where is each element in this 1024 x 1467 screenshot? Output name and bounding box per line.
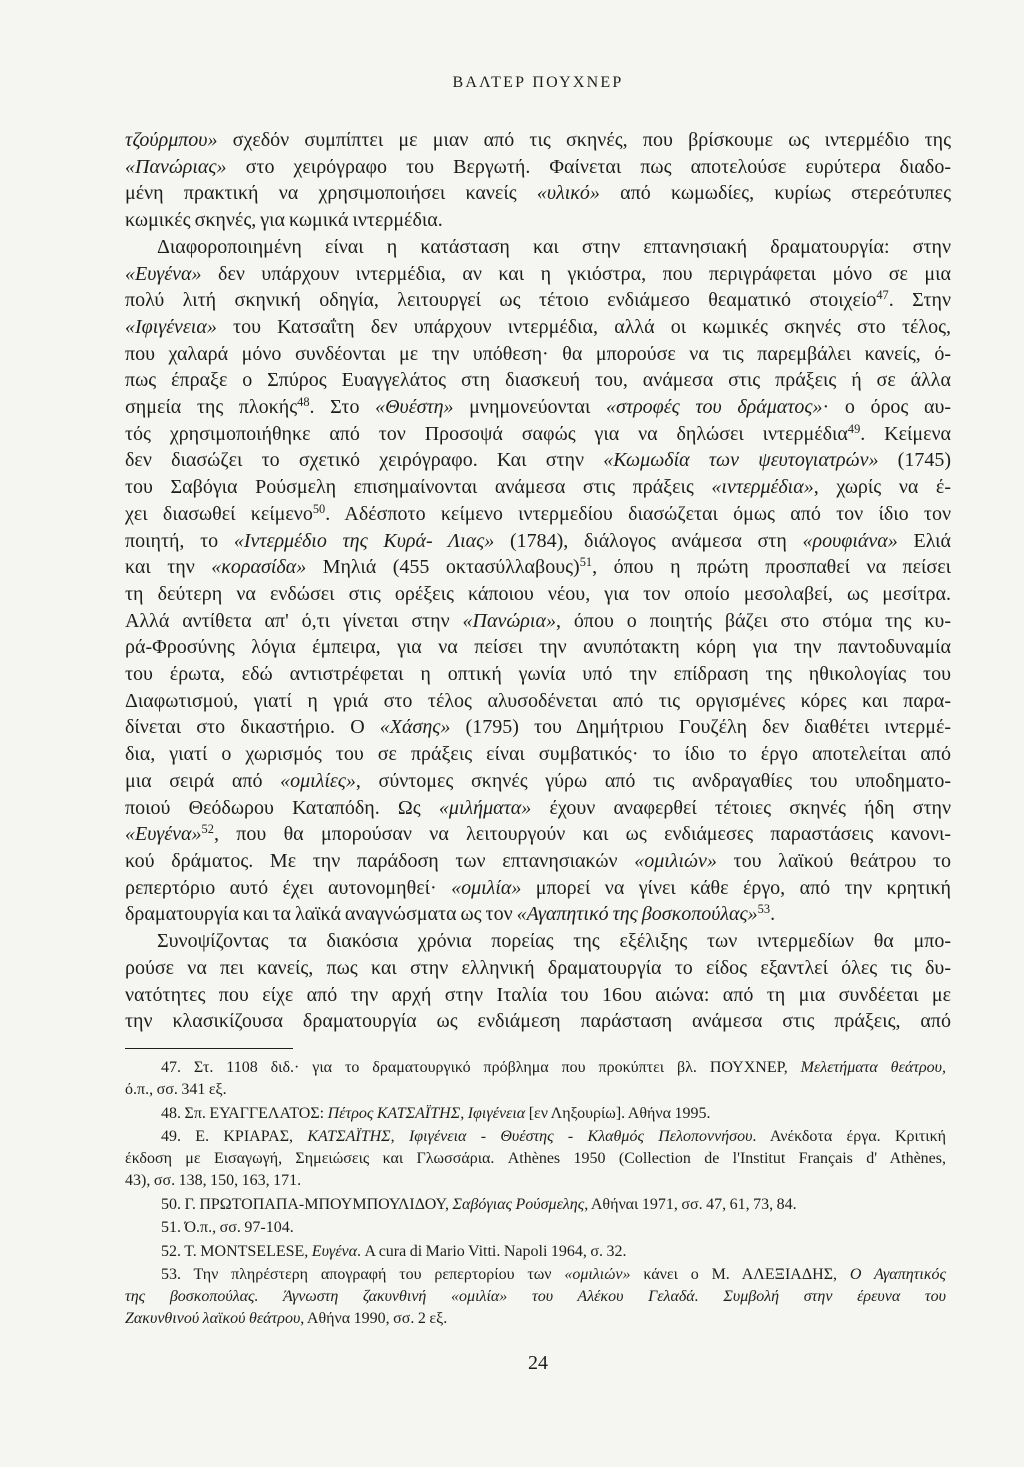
footnote-51 [125,1217,946,1239]
text-run: . Ανέκδοτα έργα. Κριτική [752,1128,946,1145]
footnote-49 [125,1126,946,1192]
text-line [125,581,951,608]
text-run: έχουν αναφερθεί τέτοιες σκηνές ήδη στην [531,796,952,819]
italic-text: «υλικό» [536,182,600,205]
text-line [125,1103,946,1125]
italic-text: Ζακυνθινού λαϊκού θεάτρου [125,1310,301,1327]
text-run: μπορεί να γίνει κάθε έργο, από την κρητική [521,876,952,899]
italic-text: «Ιντερμέδιο της Κυρά- Λιας» [233,529,495,552]
text-run: τη δεύτερη να ενδώσει στις ορέξεις κάποιου νέου, για τον οποίο μεσολαβεί, ως μεσίτρα. [125,582,951,605]
text-run: . Στο [309,396,376,419]
text-run: ρά-Φροσύνης λόγια έμπειρα, για να πείσει την ανυπότακτη κόρη για την παντοδυναμία [125,636,951,659]
italic-text: «Ιφιγένεια» [125,315,217,338]
italic-text: «στροφές του δράματος» [606,396,823,419]
text-line [125,261,951,288]
text-line [125,180,951,207]
text-run: του λαϊκού θεάτρου το [716,849,951,872]
text-line [125,1148,946,1170]
text-run: Διαφοροποιημένη είναι η κατάσταση και στην επτανησιακή δραματουργία: στην [157,235,951,258]
text-run: 52. Τ. MONTSELESE, [161,1242,312,1260]
text-run: Συνοψίζοντας τα διακόσια χρόνια πορείας της εξέλιξης των ιντερμεδίων θα μπο- [157,930,951,953]
text-line [125,207,951,234]
footnote-47 [125,1057,946,1101]
text-line [125,367,951,394]
text-run: . Αδέσποτο κείμενο ιντερμεδίου διασώζεται όμως από τον ίδιο τον [325,502,951,525]
italic-text: «ομιλία» [451,876,522,899]
text-line [125,474,951,501]
footnote-ref: 48 [297,395,310,410]
footnote-50 [125,1194,946,1216]
text-line [125,314,951,341]
text-line [125,688,951,715]
text-run: κού δράματος. Με την παράδοση των επτανησιακών [125,849,635,872]
text-run: . A cura di Mario Vitti. Napoli 1964, σ. 32. [357,1242,627,1260]
text-line [125,1194,946,1216]
text-line [125,768,951,795]
text-run: 47. Στ. 1108 διδ.· για το δραματουργικό πρόβλημα που προκύπτει βλ. ΠΟΥΧΝΕΡ, [161,1059,801,1076]
text-run: από κωμωδίες, κυρίως στερεότυπες [599,182,952,205]
text-run: , Αθήνα 1990, σσ. 2 εξ. [300,1310,448,1327]
footnote-48 [125,1103,946,1125]
text-run: 43), σσ. 138, 150, 163, 171. [125,1172,302,1189]
text-run: δραματουργία και τα λαϊκά αναγνώσματα ως τον [125,903,517,926]
footnote-ref: 52 [201,822,214,837]
italic-text: «ομιλιών» [634,849,717,872]
text-run: του Κατσαΐτη δεν υπάρχουν ιντερμέδια, αλλά οι κωμικές σκηνές στο τέλος, [216,315,951,338]
text-line [125,1170,946,1192]
italic-text: Ευγένα [311,1242,358,1260]
text-run: νατότητες που είχε από την αρχή στην Ιταλία του 16ου αιώνα: από τη μια συνδέεται με [125,983,951,1006]
footnote-ref: 51 [579,555,593,570]
main-text [125,127,951,1035]
italic-text: ΚΑΤΣΑΪΤΗΣ, Ιφιγένεια - Θυέστης - Κλαθμός Πελοποννήσου [307,1128,753,1145]
italic-text: «Πανώρια» [462,609,556,632]
text-run: 49. Ε. ΚΡΙΑΡΑΣ, [161,1128,308,1145]
text-run: , χωρίς να έ- [813,476,951,499]
text-line [125,1308,946,1330]
text-run: , σύντομες σκηνές γύρω από τις ανδραγαθίες του υποδηματο- [355,769,951,792]
text-run: 51. Ό.π., σσ. 97-104. [161,1219,294,1236]
text-run: χει διασωθεί κείμενο [125,502,313,525]
italic-text: «μιλήματα» [438,796,532,819]
footnote-52 [125,1241,946,1263]
italic-text: τζούρμπου» [125,129,218,151]
text-line [125,875,951,902]
text-run: και την [125,556,212,579]
text-run: κάνει ο Μ. ΑΛΕΞΙΑΔΗΣ, [630,1266,850,1283]
italic-text: «ιντερμέδια» [711,476,814,499]
text-line [125,928,951,955]
italic-text: «κορασίδα» [211,556,307,579]
footnote-53 [125,1264,946,1330]
text-run: 50. Γ. ΠΡΩΤΟΠΑΠΑ-ΜΠΟΥΜΠΟΥΛΙΔΟΥ, [161,1195,453,1213]
text-run: του Σαβόγια Ρούσμελη επισημαίνονται ανάμεσα στις πράξεις [125,476,712,499]
running-head: ΒΑΛΤΕΡ ΠΟΥΧΝΕΡ [452,74,624,91]
paragraph-continued [125,127,951,234]
text-run: δεν υπάρχουν ιντερμέδια, αν και η γκιόστρα, που περιγράφεται μόνο σε μια [201,262,951,285]
text-run: Διαφωτισμού, γιατί η γριά στο τέλος αλυσοδένεται από τις οργισμένες κόρες και παρα- [125,689,951,712]
text-line [125,287,951,314]
italic-text: «Πανώριας» [125,155,227,178]
text-run: μια σειρά από [125,769,281,792]
text-line [125,741,951,768]
text-run: δίνεται στο δικαστήριο. Ο [125,716,380,739]
italic-text: «Αγαπητικό της βοσκοπούλας» [516,903,758,926]
text-line [125,1126,946,1148]
italic-text: Μελετήματα θεάτρου, [800,1059,946,1076]
text-line [125,234,951,261]
text-line [125,608,951,635]
text-run: ρεπερτόριο αυτό έχει αυτονομηθεί· [125,876,452,899]
italic-text: «ομιλιών» [564,1266,631,1283]
text-run: τός χρησιμοποιήθηκε από τον Προσοψά σαφώς για να δηλώσει ιντερμέδια [125,422,848,445]
text-run: σημεία της πλοκής [125,396,298,419]
text-run: ό.π., σσ. 341 εξ. [125,1081,227,1098]
text-line [125,1264,946,1286]
text-line [125,955,951,982]
footnotes [125,1057,946,1330]
text-run: μνημονεύονται [453,396,607,419]
paragraph-summary [125,928,951,1035]
italic-text: Σαβόγιας Ρούσμελης [452,1195,585,1213]
text-line [125,1057,946,1079]
text-run: [εν Ληξουρίω]. Αθήνα 1995. [525,1104,711,1122]
text-line [125,554,951,581]
text-run: ποιητή, το [125,529,234,552]
italic-text: «Ευγένα» [125,823,202,846]
text-line [125,1008,951,1035]
text-line [125,634,951,661]
italic-text: «Θυέστη» [375,396,454,419]
text-line [125,661,951,688]
text-run: την κλασικίζουσα δραματουργία ως ενδιάμεση παράσταση ανάμεσα στις πράξεις, από [125,1010,951,1033]
paragraph-heptanesian-drama [125,234,951,928]
footnote-ref: 49 [847,421,861,436]
text-run: του έρωτα, εδώ αντιστρέφεται η οπτική γωνία υπό την επίδραση της ηθικολογίας του [125,663,951,686]
text-run: . Κείμενα [860,422,951,445]
footnote-ref: 50 [312,502,326,517]
text-run: κωμικές σκηνές, για κωμικά ιντερμέδια. [125,209,443,232]
text-run: 53. Την πληρέστερη απογραφή του ρεπερτορίου των [161,1266,565,1283]
italic-text: «Κωμωδία των ψευτογιατρών» [603,449,879,472]
text-line [125,848,951,875]
text-run: , Αθήναι 1971, σσ. 47, 61, 73, 84. [584,1195,797,1213]
text-run: πως έπραξε ο Σπύρος Ευαγγελάτος στη διασκευή του, ανάμεσα στις πράξεις ή σε άλλα [125,369,951,392]
footnote-separator [125,1048,293,1049]
text-line [125,714,951,741]
italic-text: «Ευγένα» [125,262,202,285]
text-run: δια, γιατί ο χωρισμός του σε πράξεις είναι συμβατικός· το ίδιο το έργο αποτελείται από [125,743,951,766]
text-run: στο χειρόγραφο του Βεργωτή. Φαίνεται πως αποτελούσε ευρύτερα διαδο- [226,155,951,178]
page-number: 24 [528,1352,548,1374]
text-run: (1745) [878,449,952,472]
text-line [125,901,951,928]
text-run: . Στην [888,289,951,312]
text-run: Ελιά [897,529,952,552]
text-run: · ο όρος αυ- [822,396,952,419]
text-run: ρούσε να πει κανείς, πως και στην ελληνική δραματουργία το είδος εξαντλεί όλες τις δυ- [125,956,951,979]
text-line [125,127,951,154]
italic-text: «Χάσης» [379,716,451,739]
text-line [125,1217,946,1239]
text-run: (1784), διάλογος ανάμεσα στη [494,529,803,552]
footnote-ref: 47 [876,288,889,303]
text-run: πολύ λιτή σκηνική οδηγία, λειτουργεί ως τέτοιο ενδιάμεσο θεαματικό στοιχείο [125,289,877,312]
text-line [125,821,951,848]
text-line [125,528,951,555]
text-line [125,501,951,528]
text-line [125,394,951,421]
italic-text: «ομιλίες» [280,769,356,792]
text-line [125,1286,946,1308]
text-run: δεν διασώζει το σχετικό χειρόγραφο. Και στην [125,449,604,472]
text-run: σχεδόν συμπίπτει με μιαν από τις σκηνές, που βρίσκουμε ως ιντερμέδιο της [217,129,951,151]
text-line [125,795,951,822]
italic-text: της βοσκοπούλας. Άγνωστη ζακυνθινή «ομιλία» του Αλέκου Γελαδά. Συμβολή στην έρευνα του [125,1288,946,1305]
text-line [125,982,951,1009]
text-run: (1795) του Δημήτριου Γουζέλη δεν διαθέτει ιντερμέ- [450,716,951,739]
text-line [125,447,951,474]
text-run: , όπου η πρώτη προσπαθεί να πείσει [592,556,951,579]
italic-text: «ρουφιάνα» [802,529,898,552]
footnote-ref: 53 [757,902,771,917]
text-run: Μηλιά (455 οκτασύλλαβους) [306,556,580,579]
text-line [125,1241,946,1263]
text-run: έκδοση με Εισαγωγή, Σημειώσεις και Γλωσσάρια. Athènes 1950 (Collection de l'Institut Français d' Athènes, [125,1150,946,1167]
text-run: 48. Σπ. ΕΥΑΓΓΕΛΑΤΟΣ: [161,1104,328,1122]
italic-text: Πέτρος ΚΑΤΣΑΪΤΗΣ, Ιφιγένεια [327,1104,526,1122]
text-run: . [770,903,776,926]
text-line [125,1079,946,1101]
text-run: , όπου ο ποιητής βάζει στο στόμα της κυ- [555,609,951,632]
text-line [125,154,951,181]
text-run: ποιού Θεόδωρου Καταπόδη. Ως [125,796,439,819]
text-run: , που θα μπορούσαν να λειτουργούν και ως ενδιάμεσες παραστάσεις κανονι- [213,823,951,846]
text-line [125,341,951,368]
text-run: που χαλαρά μόνο συνδέονται με την υπόθεση· θα μπορούσε να τις παρεμβάλει κανείς, ό- [125,342,951,365]
text-run: Αλλά αντίθετα απ' ό,τι γίνεται στην [125,609,463,632]
text-line [125,421,951,448]
text-run: μένη πρακτική να χρησιμοποιήσει κανείς [125,182,537,205]
italic-text: Ο Αγαπητικός [849,1266,946,1283]
